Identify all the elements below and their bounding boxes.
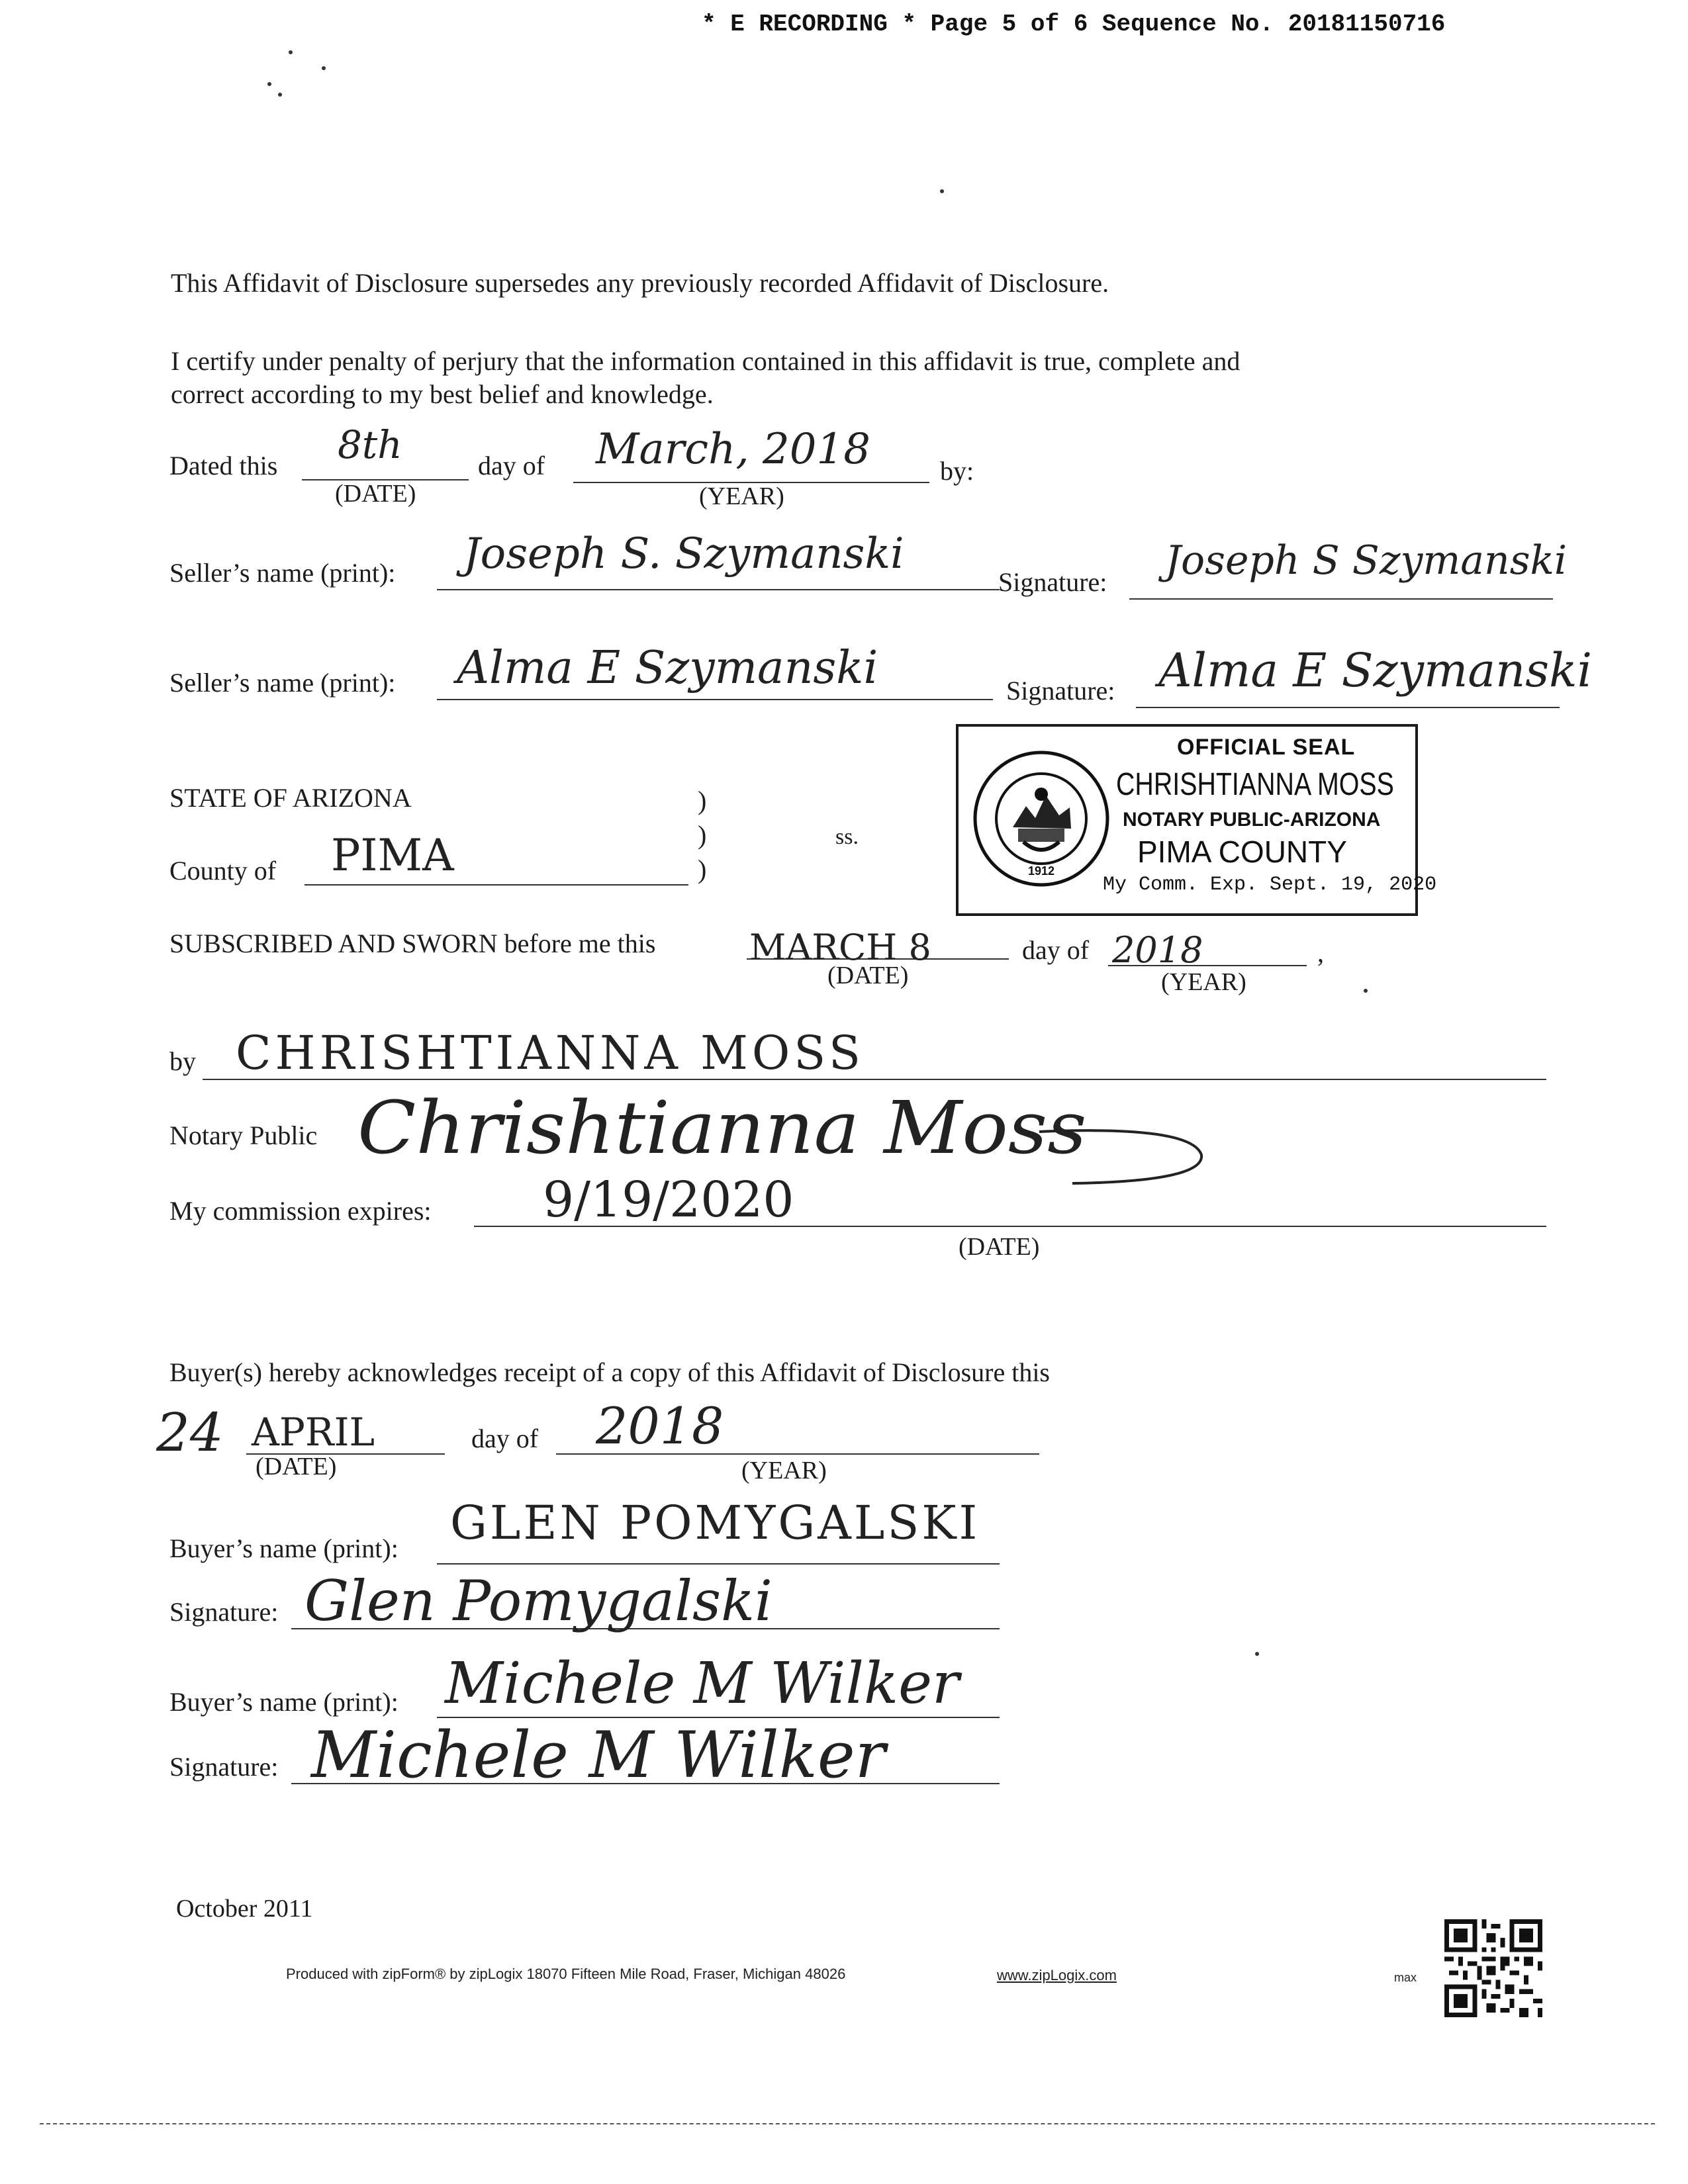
notary-name-handwriting: CHRISHTIANNA MOSS — [236, 1026, 865, 1080]
seal-title: OFFICIAL SEAL — [1177, 735, 1356, 760]
county-label: County of — [169, 856, 277, 886]
seller-1-name-handwriting: Joseph S. Szymanski — [463, 529, 904, 578]
seller-2-signature-label: Signature: — [1006, 676, 1115, 705]
commission-date-caption: (DATE) — [959, 1233, 1040, 1261]
certify-line-2: correct according to my best belief and knowledge. — [171, 379, 714, 409]
paren-3: ) — [698, 854, 707, 884]
buyer-2-name-label: Buyer’s name (print): — [169, 1687, 399, 1717]
commission-expires-label: My commission expires: — [169, 1196, 432, 1226]
seal-emblem-year: 1912 — [1027, 864, 1055, 878]
buyer-ack-year-caption: (YEAR) — [741, 1457, 827, 1484]
scan-bottom-edge — [40, 2123, 1655, 2124]
produced-by-line: Produced with zipForm® by zipLogix 18070 Fifteen Mile Road, Fraser, Michigan 48026 — [286, 1966, 846, 1982]
buyer-ack-day-of-label: day of — [471, 1424, 539, 1453]
scan-speck — [289, 50, 293, 54]
seal-county: PIMA COUNTY — [1137, 835, 1347, 869]
subscribed-date-handwriting: MARCH 8 — [749, 927, 931, 968]
buyer-1-name-handwriting: GLEN POMYGALSKI — [450, 1496, 980, 1550]
seal-commission-expiry: My Comm. Exp. Sept. 19, 2020 — [1103, 874, 1437, 896]
county-line — [305, 884, 688, 886]
seller-1-name-label: Seller’s name (print): — [169, 558, 396, 588]
buyer-1-name-label: Buyer’s name (print): — [169, 1533, 399, 1563]
seller-1-signature-label: Signature: — [998, 567, 1107, 597]
notary-signature: Chrishtianna Moss — [357, 1085, 1087, 1170]
ss-label: ss. — [835, 825, 859, 849]
dated-date-caption: (DATE) — [335, 480, 416, 508]
buyer-2-signature: Michele M Wilker — [311, 1718, 886, 1792]
buyer-1-signature-label: Signature: — [169, 1597, 279, 1627]
scan-speck — [940, 189, 944, 193]
scan-speck — [278, 93, 282, 97]
max-label: max — [1394, 1971, 1417, 1984]
subscribed-year-handwriting: 2018 — [1112, 929, 1203, 971]
buyer-acknowledgment: Buyer(s) hereby acknowledges receipt of a copy of this Affidavit of Disclosure this — [169, 1357, 1050, 1387]
scan-speck — [1364, 989, 1368, 993]
subscribed-date-caption: (DATE) — [827, 962, 909, 989]
seller-1-signature-line — [1129, 598, 1553, 600]
seller-2-signature: Alma E Szymanski — [1158, 643, 1592, 698]
seller-1-name-line — [437, 589, 1000, 590]
notary-signature-flourish — [1033, 1118, 1211, 1191]
certify-line-1: I certify under penalty of perjury that the information contained in this affidavit is true, complete and — [171, 346, 1241, 376]
subscribed-comma: , — [1317, 938, 1324, 968]
scan-speck — [267, 82, 271, 86]
paren-1: ) — [698, 786, 707, 815]
arizona-seal-emblem-icon — [972, 749, 1111, 888]
seller-2-name-line — [437, 699, 993, 700]
buyer-2-signature-label: Signature: — [169, 1752, 279, 1782]
notary-seal-stamp — [956, 724, 1437, 916]
seal-notary-public: NOTARY PUBLIC-ARIZONA — [1123, 809, 1381, 831]
dated-day-handwriting: 8th — [338, 422, 402, 467]
notary-by-label: by — [169, 1046, 196, 1076]
seller-2-name-handwriting: Alma E Szymanski — [457, 642, 878, 694]
scan-speck — [1255, 1652, 1259, 1656]
dated-this-label: Dated this — [169, 451, 278, 480]
dated-by-label: by: — [940, 456, 974, 486]
seller-2-signature-line — [1136, 707, 1560, 708]
subscribed-label: SUBSCRIBED AND SWORN before me this — [169, 929, 656, 958]
notary-public-label: Notary Public — [169, 1120, 318, 1150]
recording-header: * E RECORDING * Page 5 of 6 Sequence No. 20181150716 — [702, 11, 1446, 38]
county-handwriting: PIMA — [331, 830, 454, 881]
seal-notary-name: CHRISHTIANNA MOSS — [1116, 767, 1394, 802]
buyer-1-signature: Glen Pomygalski — [305, 1569, 773, 1633]
seller-1-signature: Joseph S Szymanski — [1165, 537, 1568, 584]
state-label: STATE OF ARIZONA — [169, 783, 412, 813]
buyer-1-name-line — [437, 1563, 1000, 1565]
dated-year-caption: (YEAR) — [699, 482, 784, 510]
buyer-ack-month-handwriting: APRIL — [252, 1410, 375, 1455]
scan-speck — [322, 66, 326, 70]
buyer-ack-date-caption: (DATE) — [256, 1453, 337, 1480]
subscribed-day-of-label: day of — [1022, 935, 1090, 965]
qr-code-icon — [1444, 1919, 1542, 2017]
supersedes-statement: This Affidavit of Disclosure supersedes any previously recorded Affidavit of Disclosure. — [171, 268, 1109, 298]
buyer-ack-year-handwriting: 2018 — [596, 1396, 724, 1455]
paren-2: ) — [698, 820, 707, 850]
dated-day-of-label: day of — [478, 451, 545, 480]
form-edition: October 2011 — [176, 1895, 313, 1923]
ziplogix-link[interactable]: www.zipLogix.com — [997, 1967, 1117, 1983]
seller-2-name-label: Seller’s name (print): — [169, 668, 396, 698]
buyer-ack-day-handwriting: 24 — [156, 1402, 224, 1463]
commission-expires-handwriting: 9/19/2020 — [543, 1171, 794, 1228]
subscribed-year-caption: (YEAR) — [1161, 968, 1246, 996]
buyer-2-name-handwriting: Michele M Wilker — [445, 1651, 960, 1717]
dated-month-year-handwriting: March, 2018 — [596, 425, 870, 474]
